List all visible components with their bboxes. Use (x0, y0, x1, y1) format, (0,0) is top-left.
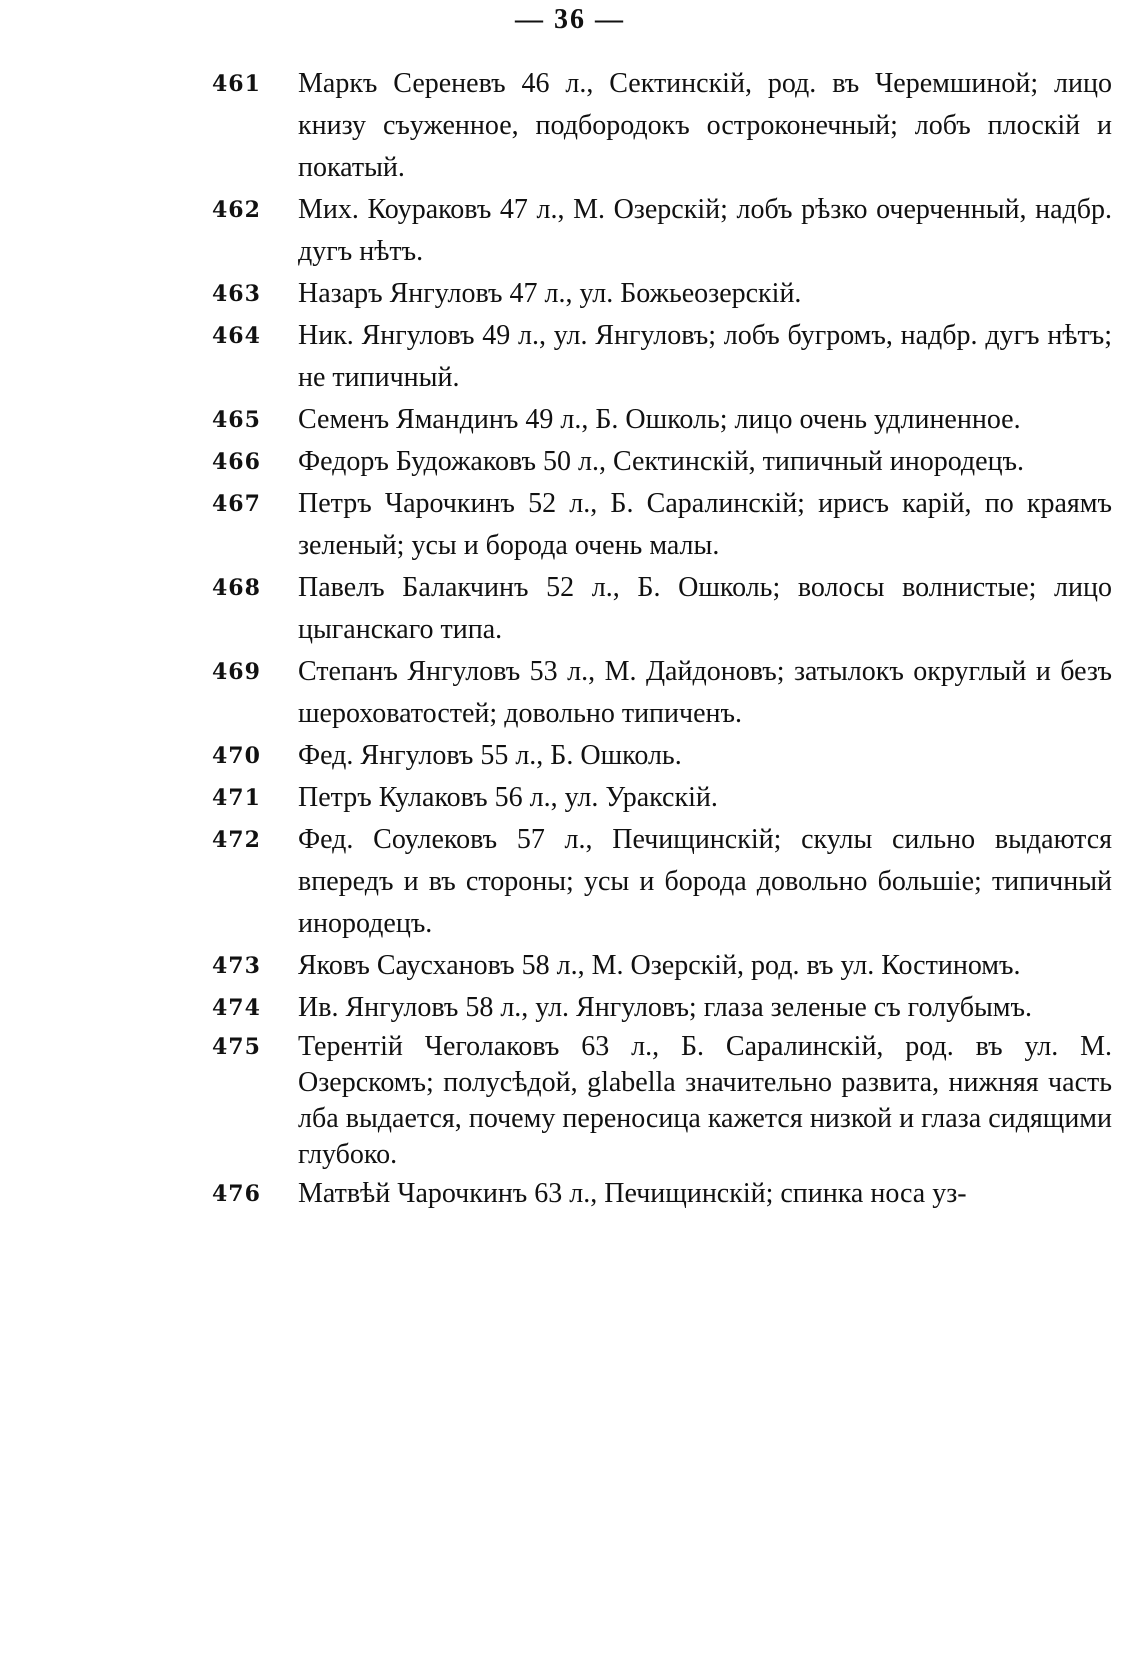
entry-472 (212, 819, 1112, 945)
entry-text: Петръ Кулаковъ 56 л., ул. Уракскій. (298, 782, 718, 813)
entry-number: 476 (212, 1181, 261, 1207)
entry-475 (212, 1029, 1112, 1173)
entry-text: Мих. Коураковъ 47 л., М. Озерскій; лобъ рѣзко очерченный, надбр. дугъ нѣтъ. (298, 194, 1112, 267)
entry-number: 474 (212, 995, 261, 1021)
entry-474 (212, 987, 1112, 1029)
entry-number: 462 (212, 197, 261, 223)
entry-473 (212, 945, 1112, 987)
entry-text: Терентій Чеголаковъ 63 л., Б. Саралинскій, род. въ ул. М. Озерскомъ; полусѣдой, glabella значительно развита, нижняя часть лба выдается, почему переносица кажется низкой и глаза сидящими глубоко. (298, 1031, 1112, 1170)
entry-471 (212, 777, 1112, 819)
entry-476 (212, 1173, 1112, 1215)
page-number: — 36 — (515, 4, 625, 35)
entry-text: Семенъ Ямандинъ 49 л., Б. Ошколь; лицо очень удлиненное. (298, 404, 1021, 435)
entry-number: 464 (212, 323, 261, 349)
entry-469 (212, 651, 1112, 735)
entry-462 (212, 189, 1112, 273)
entry-number: 469 (212, 659, 261, 685)
entry-464 (212, 315, 1112, 399)
entry-number: 461 (212, 71, 261, 97)
entry-number: 471 (212, 785, 261, 811)
entry-number: 465 (212, 407, 261, 433)
entry-number: 467 (212, 491, 261, 517)
entry-number: 470 (212, 743, 261, 769)
entry-461 (212, 63, 1112, 189)
entry-468 (212, 567, 1112, 651)
entry-list (212, 63, 1112, 1215)
entry-number: 473 (212, 953, 261, 979)
entry-text: Ник. Янгуловъ 49 л., ул. Янгуловъ; лобъ бугромъ, надбр. дугъ нѣтъ; не типичный. (298, 320, 1112, 393)
entry-text: Маркъ Сереневъ 46 л., Сектинскій, род. въ Черемшиной; лицо книзу съуженное, подбородокъ остроконечный; лобъ плоскій и покатый. (298, 68, 1112, 183)
entry-text: Павелъ Балакчинъ 52 л., Б. Ошколь; волосы волнистые; лицо цыганскаго типа. (298, 572, 1112, 645)
entry-466 (212, 441, 1112, 483)
entry-text: Степанъ Янгуловъ 53 л., М. Дайдоновъ; затылокъ округлый и безъ шероховатостей; довольно типиченъ. (298, 656, 1112, 729)
entry-470 (212, 735, 1112, 777)
entry-text: Фед. Соулековъ 57 л., Печищинскій; скулы сильно выдаются впередъ и въ стороны; усы и борода довольно большіе; типичный инородецъ. (298, 824, 1112, 939)
entry-number: 472 (212, 827, 261, 853)
entry-text: Яковъ Саусхановъ 58 л., М. Озерскій, род. въ ул. Костиномъ. (298, 950, 1021, 981)
entry-number: 463 (212, 281, 261, 307)
entry-463 (212, 273, 1112, 315)
entry-number: 475 (212, 1034, 261, 1060)
entry-text: Матвѣй Чарочкинъ 63 л., Печищинскій; спинка носа уз- (298, 1178, 967, 1209)
entry-text: Федоръ Будожаковъ 50 л., Сектинскій, типичный инородецъ. (298, 446, 1025, 477)
entry-number: 468 (212, 575, 261, 601)
entry-number: 466 (212, 449, 261, 475)
entry-text: Назаръ Янгуловъ 47 л., ул. Божьеозерскій. (298, 278, 802, 309)
entry-text: Петръ Чарочкинъ 52 л., Б. Саралинскій; ирисъ карій, по краямъ зеленый; усы и борода очень малы. (298, 488, 1112, 561)
entry-text: Фед. Янгуловъ 55 л., Б. Ошколь. (298, 740, 682, 771)
entry-465 (212, 399, 1112, 441)
entry-467 (212, 483, 1112, 567)
entry-text: Ив. Янгуловъ 58 л., ул. Янгуловъ; глаза зеленые съ голубымъ. (298, 992, 1032, 1023)
